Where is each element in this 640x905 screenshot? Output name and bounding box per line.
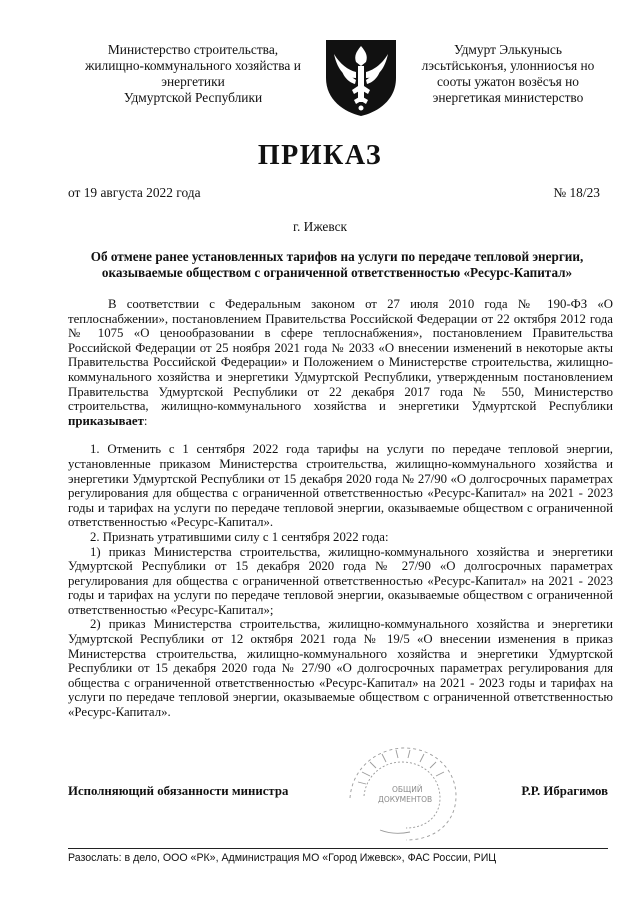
document-date: от 19 августа 2022 года <box>68 185 201 200</box>
item-1-paragraph: 1. Отменить с 1 сентября 2022 года тарифы на услуги по передаче тепловой энергии, установленные приказом Министерства строительства, жилищно-коммунального хозяйства и энергетики Удмуртской Республики от 15 декабря 2020 года № 27/90 «О долгосрочных параметрах регулирования для общества с ограниченной ответственностью «Ресурс-Капитал» на 2021 - 2023 годы и тарифах на услуги по передаче тепловой энергии, оказываемые обществом с ограниченной ответственностью «Ресурс-Капитал». <box>68 442 613 530</box>
document-title: ПРИКАЗ <box>257 140 383 171</box>
official-stamp <box>344 742 462 844</box>
document-subject: Об отмене ранее установленных тарифов на услуги по передаче тепловой энергии, оказываемые обществом с ограниченной ответственностью «Ресурс-Капитал» <box>90 249 584 280</box>
document-body <box>68 297 613 720</box>
coat-of-arms-udmurtia-icon <box>322 34 400 118</box>
preamble-bold-verb: приказывает <box>68 413 144 428</box>
ministry-name-russian: Министерство строительства, жилищно-коммунального хозяйства и энергетики Удмуртской Республики <box>85 42 301 105</box>
document-city: г. Ижевск <box>292 219 348 234</box>
item-2-1-paragraph: 1) приказ Министерства строительства, жилищно-коммунального хозяйства и энергетики Удмуртской Республики от 15 декабря 2020 года № 27/90 «О долгосрочных параметрах регулирования для общества с ограниченной ответственностью «Ресурс-Капитал» на 2021 - 2023 годы и тарифах на услуги по передаче тепловой энергии, оказываемые обществом с ограниченной ответственностью «Ресурс-Капитал»; <box>68 544 613 617</box>
stamp-text-line-1: ОБЩИЙ <box>392 785 423 794</box>
ministry-name-udmurt: Удмурт Элькунысь лэсьтӥськонъя, улонниосъя но сооты ужатон возёсъя но энергетикая министерство <box>421 42 595 105</box>
signatory-title: Исполняющий обязанности министра <box>68 784 289 798</box>
item-2-paragraph: 2. Признать утратившими силу с 1 сентября 2022 года: <box>90 529 389 544</box>
stamp-text-line-2: ДОКУМЕНТОВ <box>378 795 433 804</box>
preamble-paragraph: В соответствии с Федеральным законом от 27 июля 2010 года № 190-ФЗ «О теплоснабжении», постановлением Правительства Российской Федерации от 22 октября 2012 года № 1075 «О ценообразовании в сфере теплоснабжения», постановлением Правительства Российской Федерации от 25 ноября 2021 года № 2033 «О внесении изменений в некоторые акты Правительства Российской Федерации» и Положением о Министерстве строительства, жилищно-коммунального хозяйства и энергетики Удмуртской Республики, утвержденным постановлением Правительства Удмуртской Республики от 22 декабря 2017 года № 550, Министерство строительства, жилищно-коммунального хозяйства и энергетики Удмуртской Республики приказывает: <box>68 297 613 428</box>
document-number: № 18/23 <box>553 185 600 200</box>
item-2-2-paragraph: 2) приказ Министерства строительства, жилищно-коммунального хозяйства и энергетики Удмуртской Республики от 12 октября 2021 года № 19/5 «О внесении изменения в приказ Министерства строительства, жилищно-коммунального хозяйства и энергетики Удмуртской Республики от 15 декабря 2020 года № 27/90 «О долгосрочных параметрах регулирования для общества с ограниченной ответственностью «Ресурс-Капитал» на 2021 - 2023 годы и тарифах на услуги по передаче тепловой энергии, оказываемые обществом с ограниченной ответственностью «Ресурс-Капитал». <box>68 617 613 720</box>
footer-divider <box>68 848 608 849</box>
signatory-name: Р.Р. Ибрагимов <box>521 784 608 798</box>
distribution-list: Разослать: в дело, ООО «РК», Администрация МО «Город Ижевск», ФАС России, РИЦ <box>68 852 497 864</box>
